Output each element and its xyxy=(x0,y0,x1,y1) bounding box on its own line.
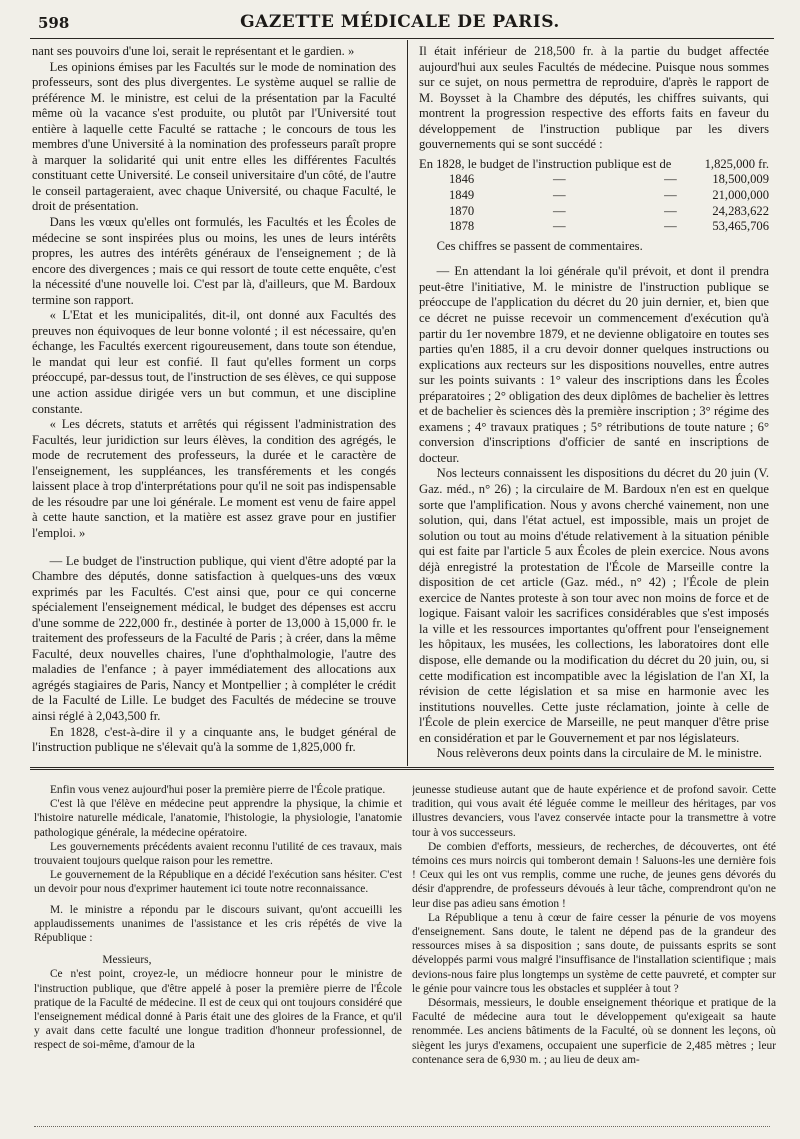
paragraph: Nous relèverons deux points dans la circulaire de M. le ministre. xyxy=(436,746,762,761)
budget-label: En 1828, le budget de l'instruction publique est de xyxy=(419,156,672,171)
journal-title: GAZETTE MÉDICALE DE PARIS. xyxy=(240,12,560,32)
paragraph: M. le ministre a répondu par le discours suivant, qu'ont accueilli les applaudissements unanimes de l'assistance et les cris répétés de vive la République : xyxy=(34,903,402,945)
ditto-mark: — xyxy=(664,219,677,234)
paragraph: Nos lecteurs connaissent les dispositions du décret du 20 juin (V. Gaz. méd., n° 26) ; la circulaire de M. Bardoux n'en est en quelque sorte que l'amplification. Nous y avons cherché vainement, non une solution, qui, dans l'état actuel, est impossible, mais un projet de solution ou tout au moins d'étude relativement à la situation pénible qui est faite par l'article 5 aux Écoles de plein exercice. Nous avons déjà enregistré la protestation de l'École de Marseille contre la disposition de cet article (Gaz. méd., n° 42) ; l'École de plein exercice de Nantes proteste à son tour avec non moins de force et de logique. Faisant valoir les sacrifices considérables que s'est imposés la ville et les ressources importantes qu'offrent pour l'enseignement les hôpitaux, les musées, les collections, les laboratoires dont elle dispose, elle demande ou la modification du décret du 20 juin, ou, si cette modification est incompatible avec la législation de l'an XI, la révision de cette législation et sa mise en harmonie avec les institutions nouvelles. Cette juste réclamation, jointe à celle de l'École de plein exercice de Marseille, ne peut manquer d'être prise en considération et par le Gouvernement et par nos législateurs. xyxy=(419,466,769,745)
footer-rule xyxy=(34,1126,770,1127)
paragraph: Dans les vœux qu'elles ont formulés, les Facultés et les Écoles de médecine se sont inspirées plus ou moins, les unes de leurs intérêts propres, les autres des intérêts généraux de l'enseignement ; de là encore des divergences ; mais ce qui ressort de toute cette enquête, c'est la nécessité d'une nouvelle loi. C'est par là, d'ailleurs, que M. Bardoux termine son rapport. xyxy=(32,215,396,307)
paragraph: — En attendant la loi générale qu'il prévoit, et dont il prendra peut-être l'initiative, M. le ministre de l'instruction publique se préoccupe de l'application du décret du 20 juin dernier, et, bien que ce décret ne puisse recevoir un commencement d'exécution qu'à partir du 1er novembre 1879, et ne devienne obligatoire en toutes ses parties qu'en 1885, il a cru devoir donner quelques instructions ou explications aux recteurs sur les dispositions nouvelles, entre autres sur les points suivants : 1° valeur des inscriptions dans les Écoles préparatoires ; 2° obligation des deux diplômes de bachelier ès lettres et de bachelier ès sciences dès la première inscription ; 3° régime des examens ; 4° travaux pratiques ; 5° rétributions de toute nature ; 6° conversion d'inscriptions d'officier de santé en inscriptions de docteur. xyxy=(419,264,769,465)
ditto-mark: — xyxy=(552,188,566,203)
budget-amount: 18,500,009 xyxy=(712,172,769,187)
paragraph: De combien d'efforts, messieurs, de recherches, de découvertes, ont été témoins ces murs noircis qui tomberont demain ! Saluons-les une dernière fois ! Ceux qui les ont vus remplis, comme une ruche, de jeunes gens dévorés du désir d'apprendre, de professeurs dévoués à leur tâche, comprendront qu'on ne leur dise pas adieu sans émotion ! xyxy=(412,840,776,910)
paragraph: Enfin vous venez aujourd'hui poser la première pierre de l'École pratique. xyxy=(49,784,386,796)
budget-row xyxy=(419,188,769,204)
paragraph: La République a tenu à cœur de faire cesser la pénurie de vos moyens d'enseignement. Sans doute, le talent ne dépend pas de la grandeur des ressources mises à sa disposition ; sans doute, de puissants esprits se sont développés parmi vous malgré l'insuffisance de l'installation scientifique ; mais devions-nous faire plus longtemps un système de cette pauvreté, et compter sur le génie pour vaincre tous les obstacles et suppléer à tout ? xyxy=(412,911,776,995)
budget-table xyxy=(419,157,769,235)
budget-amount: 1,825,000 fr. xyxy=(704,156,769,171)
paragraph: nant ses pouvoirs d'une loi, serait le représentant et le gardien. » xyxy=(32,44,355,58)
paragraph: C'est là que l'élève en médecine peut apprendre la physique, la chimie et l'histoire naturelle médicale, l'anatomie, l'histologie, la physiologie, l'anatomie pathologique générale, la médecine opératoire. xyxy=(34,798,402,839)
paragraph: Ce n'est point, croyez-le, un médiocre honneur pour le ministre de l'instruction publique, que d'être appelé à poser la première pierre de l'École pratique de la Faculté de médecine. Il est de ceux qui ont toujours considéré que l'enseignement médical donné à Paris était une des gloires de la France, et qu'il y avait dans cette faculté une longue tradition d'honneur professionnel, de respect de soi-même, d'amour de la xyxy=(34,968,402,1052)
top-left-column xyxy=(32,44,396,766)
ditto-mark: — xyxy=(552,219,566,234)
paragraph: Les opinions émises par les Facultés sur le mode de nomination des professeurs, sont des plus divergentes. Le système auquel se rallie de préférence M. le ministre, est celui de la présentation par la Faculté même où la vacance s'est produite, ou plutôt par l'Université tout entière à laquelle cette Faculté se rattache ; le concours de tous les membres d'une Université à la nomination des professeurs paraît propre à marquer la solidarité qui unit entre elles les différentes Facultés constituant cette Université. Le conseil universitaire d'un côté, de l'autre le conseil partageraient, avec chaque Université, ou chaque Faculté, le droit de présentation. xyxy=(32,59,396,214)
ditto-mark: — xyxy=(664,188,677,203)
paragraph: Ces chiffres se passent de commentaires. xyxy=(436,238,643,253)
budget-row xyxy=(419,172,769,188)
column-divider xyxy=(407,40,408,766)
budget-amount: 24,283,622 xyxy=(712,203,769,218)
budget-year: 1846 xyxy=(449,172,475,187)
page-number: 598 xyxy=(38,14,70,32)
bottom-left-column xyxy=(34,783,402,1113)
ditto-mark: — xyxy=(664,172,677,187)
budget-amount: 21,000,000 xyxy=(712,188,769,203)
budget-year: 1870 xyxy=(449,203,475,218)
header-rule xyxy=(30,38,774,39)
paragraph: Les gouvernements précédents avaient reconnu l'utilité de ces travaux, mais trouvaient toujours quelque raison pour les remettre. xyxy=(34,840,402,868)
budget-year: 1849 xyxy=(449,188,475,203)
paragraph: Il était inférieur de 218,500 fr. à la partie du budget affectée aujourd'hui aux seules Facultés de médecine. Puisque nous sommes sur ce sujet, on nous permettra de reproduire, d'après le rapport de M. Boysset à la Chambre des députés, les chiffres suivants, qui montrent la progression respective des efforts faits en faveur du développement de l'instruction publique par les divers gouvernements qui se sont succédé : xyxy=(419,44,769,152)
budget-row xyxy=(419,204,769,220)
paragraph: « L'Etat et les municipalités, dit-il, ont donné aux Facultés des preuves non équivoques de leur bonne volonté ; il est nécessaire, qu'en échange, les Facultés exercent rigoureusement, dans toute son étendue, le mandat qui leur est confié. Il faut qu'elles forment un corps préoccupé, par-dessus tout, de l'instruction de ses élèves, ce qui suppose une action assidue dirigée vers un but commun, et une discipline constante. xyxy=(32,308,396,416)
ditto-mark: — xyxy=(664,203,677,218)
paragraph: Désormais, messieurs, le double enseignement théorique et pratique de la Faculté de médecine aura tout le développement qu'exigeait sa haute renommée. Les anciens bâtiments de la Faculté, où se donnent les leçons, où siègent les jurys d'examens, occupaient une superficie de 2,485 mètres ; leur contenance sera de 6,930 m. ; au lieu de deux am- xyxy=(412,997,776,1066)
paragraph: « Les décrets, statuts et arrêtés qui régissent l'administration des Facultés, leur juridiction sur leurs élèves, la condition des agrégés, le mode de recrutement des professeurs, la durée et le caractère de l'enseignement, les suppléances, les transférements et les congés laissent place à trop d'interprétations pour qu'il ne soit pas indispensable de les résoudre par une loi générale. Le moment est venu de faire appel à cette haute sanction, et la matière est assez grave pour en justifier l'emploi. » xyxy=(32,417,396,540)
salutation: Messieurs, xyxy=(102,954,152,967)
paragraph: Le gouvernement de la République en a décidé l'exécution sans hésiter. C'est un devoir pour nous d'exprimer hautement ici toute notre reconnaissance. xyxy=(34,869,402,896)
top-right-column xyxy=(419,44,769,766)
page-header xyxy=(20,8,780,32)
budget-year: 1878 xyxy=(449,219,475,234)
ditto-mark: — xyxy=(552,172,566,187)
bottom-right-column xyxy=(412,783,776,1113)
paragraph: — Le budget de l'instruction publique, qui vient d'être adopté par la Chambre des députés, donne satisfaction à quelques-uns des vœux exprimés par les Facultés. C'est ainsi que, pour ce qui concerne spécialement l'enseignement médical, le budget des dépenses est accru d'une somme de 222,000 fr., destinée à porter de 13,000 à 15,000 fr. le traitement des professeurs de la Faculté de Paris ; à créer, dans la même Faculté, deux nouvelles chaires, l'une d'ophthalmologie, l'autre des maladies de l'enfance ; à payer immédiatement des allocations aux agrégés stagiaires de Paris, Nancy et Montpellier ; à compléter le crédit de la Faculté de Lille. Le budget des Facultés de médecine se trouve ainsi réglé à 2,043,500 fr. xyxy=(32,553,396,723)
paragraph: jeunesse studieuse autant que de haute expérience et de profond savoir. Cette tradition, qui vous avait été léguée comme le meilleur des héritages, par vos illustres devanciers, vous l'avez conservée intacte pour la transmettre à votre tour à vos successeurs. xyxy=(412,784,776,839)
paragraph: En 1828, c'est-à-dire il y a cinquante ans, le budget général de l'instruction publique ne s'élevait qu'à la somme de 1,825,000 fr. xyxy=(32,724,396,755)
budget-row xyxy=(419,219,769,235)
budget-row-first xyxy=(419,157,769,173)
section-rule xyxy=(30,767,774,770)
ditto-mark: — xyxy=(552,203,566,218)
budget-amount: 53,465,706 xyxy=(712,219,769,234)
